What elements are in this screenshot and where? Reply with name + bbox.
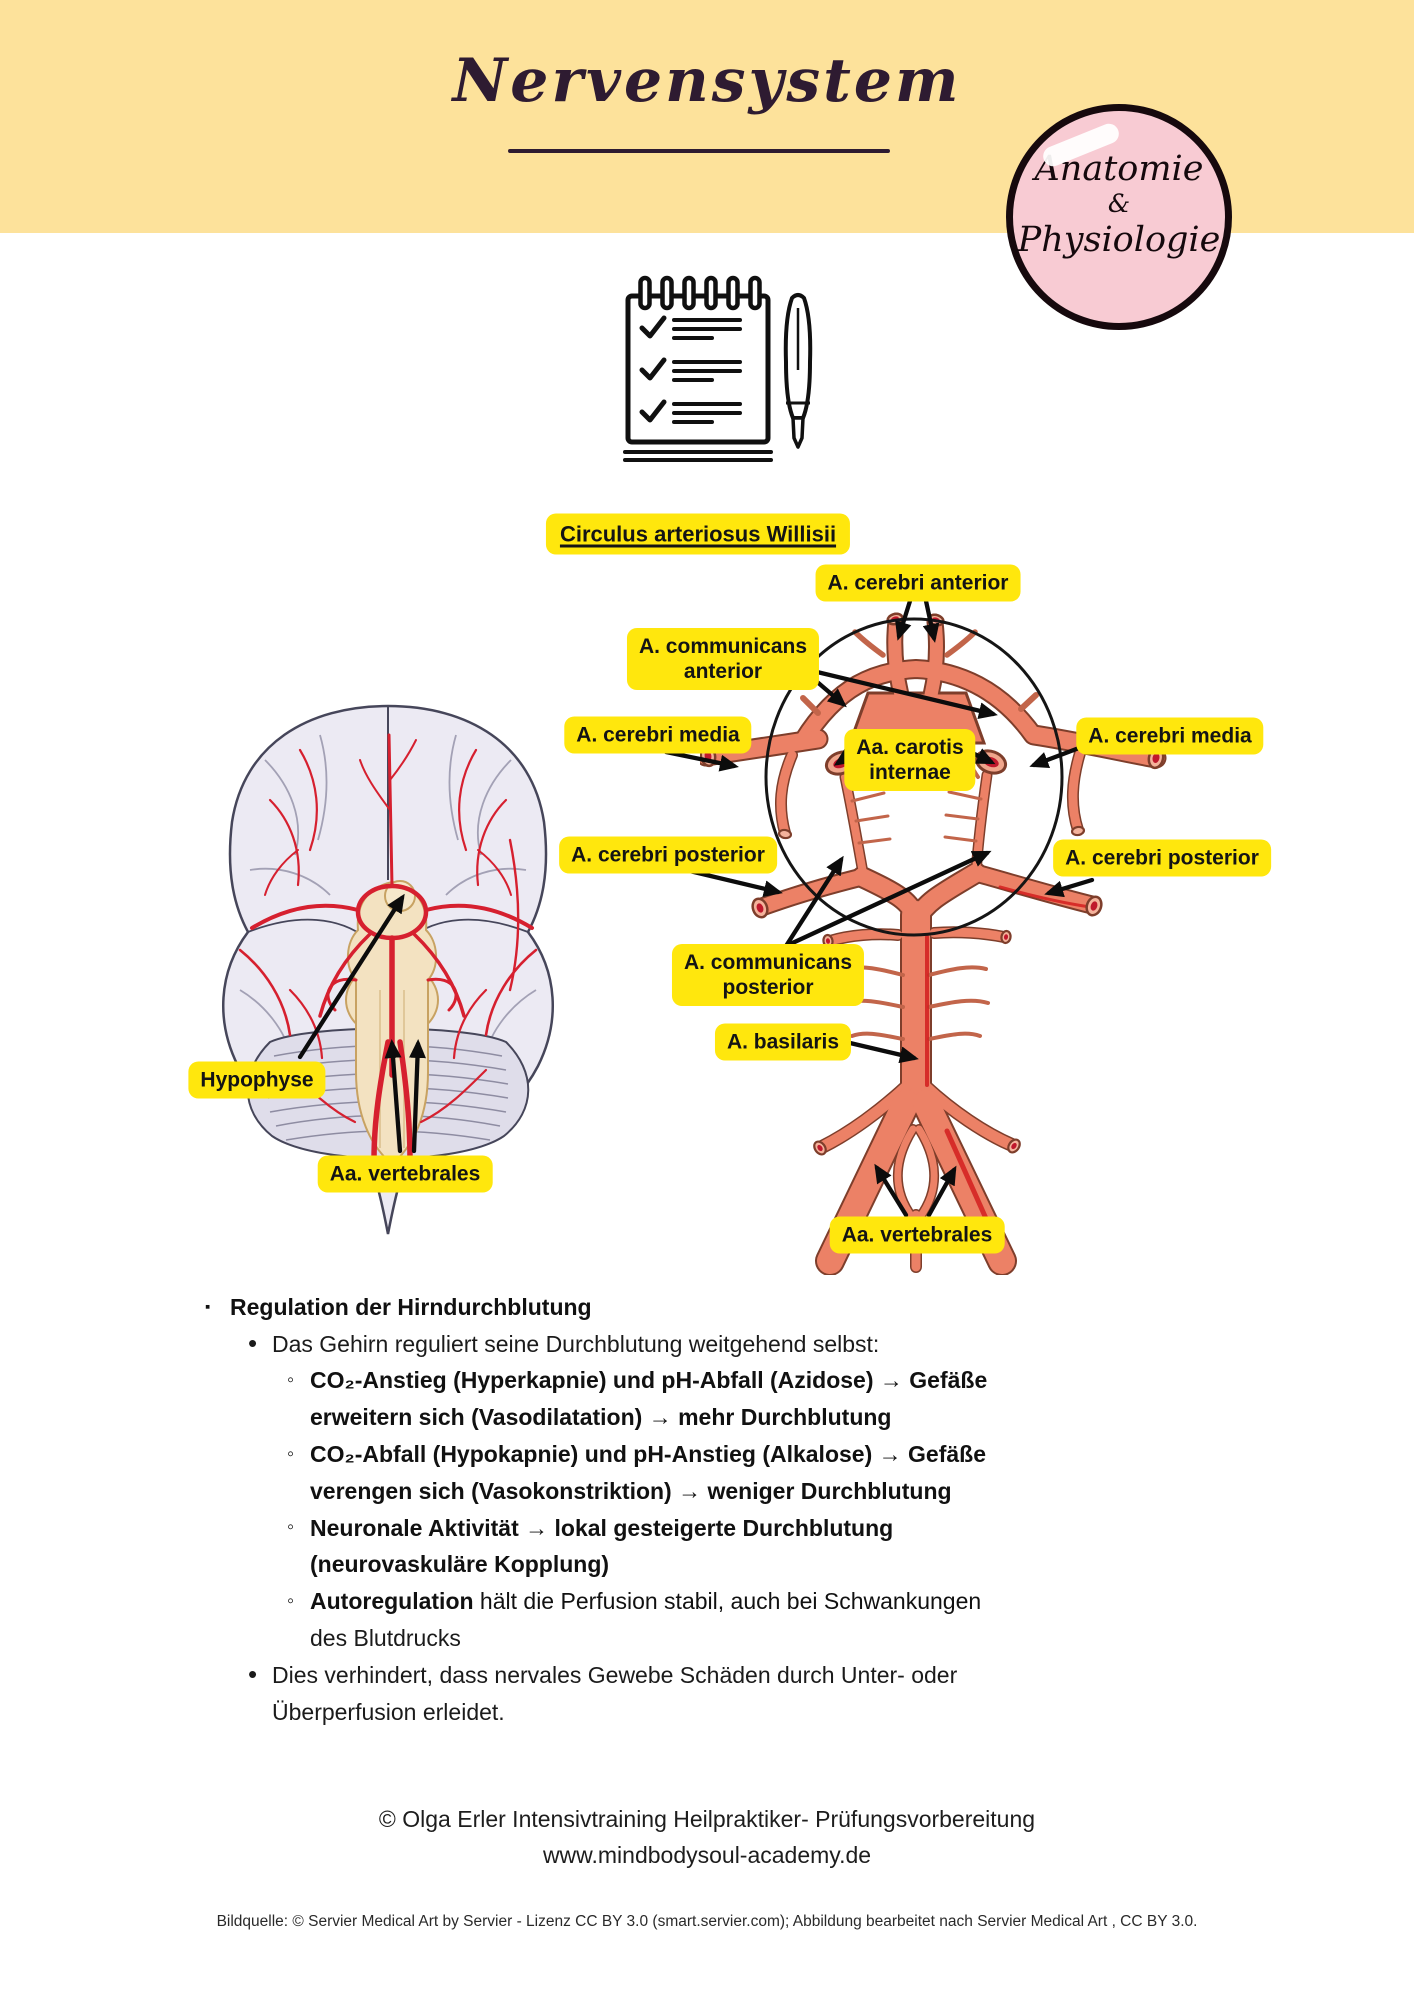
badge-line3: Physiologie <box>1017 220 1221 260</box>
copyright-line: © Olga Erler Intensivtraining Heilpraktiker- Prüfungsvorbereitung <box>378 1806 1036 1832</box>
bullet-point2-line1: ◦ CO₂-Abfall (Hypokapnie) und pH-Anstieg (Alkalose) → Gefäße <box>203 1436 1163 1473</box>
label-a-cerebri-posterior-right: A. cerebri posterior <box>1053 840 1271 877</box>
badge-line2: & <box>1107 189 1131 218</box>
label-aa-vertebrales-left: Aa. vertebrales <box>318 1156 493 1193</box>
body-text <box>203 1289 1163 1731</box>
bullet-point1-line2: erweitern sich (Vasodilatation) → mehr Durchblutung <box>310 1404 892 1431</box>
label-a-cerebri-posterior-left: A. cerebri posterior <box>559 837 777 874</box>
label-a-cerebri-media-left: A. cerebri media <box>564 717 751 754</box>
label-a-cerebri-anterior: A. cerebri anterior <box>816 565 1021 602</box>
label-line: A. communicans <box>683 951 853 974</box>
label-hypophyse: Hypophyse <box>188 1062 325 1099</box>
bullet-outro-line2: Überperfusion erleidet. <box>272 1698 505 1725</box>
bullet-outro-line1: • Dies verhindert, dass nervales Gewebe Schäden durch Unter- oder <box>203 1657 1163 1694</box>
bullet-point4-line1 <box>203 1583 1163 1620</box>
bullet-intro: • Das Gehirn reguliert seine Durchblutung weitgehend selbst: <box>203 1326 1163 1363</box>
label-a-communicans-posterior <box>672 944 864 1006</box>
label-line: anterior <box>683 660 763 683</box>
label-line: posterior <box>722 976 814 999</box>
bullet-point2-line2: verengen sich (Vasokonstriktion) → weniger Durchblutung <box>310 1477 952 1504</box>
plain-text: hält die Perfusion stabil, auch bei Schwankungen <box>473 1588 982 1615</box>
badge-line1: Anatomie <box>1034 149 1204 189</box>
carotis-interna-right-lumen <box>973 747 1008 777</box>
bullet-point3-line2: (neurovaskuläre Kopplung) <box>310 1551 610 1578</box>
bullet-point1-line1: ◦ CO₂-Anstieg (Hyperkapnie) und pH-Abfall (Azidose) → Gefäße <box>203 1363 1163 1400</box>
label-a-cerebri-media-right: A. cerebri media <box>1076 718 1263 755</box>
bold-term: Autoregulation <box>310 1588 474 1615</box>
title-underline <box>508 149 890 153</box>
notepad-checklist-icon <box>600 270 830 485</box>
diagram-heading: Circulus arteriosus Willisii <box>546 514 850 555</box>
fountain-pen-icon <box>786 295 811 447</box>
label-aa-carotis-internae <box>844 729 975 791</box>
label-line: A. communicans <box>638 635 808 658</box>
label-a-communicans-anterior <box>627 628 819 690</box>
bullet-point4-line2: des Blutdrucks <box>310 1625 461 1652</box>
website-line: www.mindbodysoul-academy.de <box>542 1842 872 1868</box>
label-aa-vertebrales-bottom: Aa. vertebrales <box>830 1217 1005 1254</box>
bullet-point3-line1: ◦ Neuronale Aktivität → lokal gesteigerte Durchblutung <box>203 1510 1163 1547</box>
label-line: internae <box>869 761 951 784</box>
page-title: Nervensystem <box>452 46 962 116</box>
image-source-line: Bildquelle: © Servier Medical Art by Servier - Lizenz CC BY 3.0 (smart.servier.com); Abbildung bearbeitet nach Servier Medical Art , CC BY 3.0. <box>216 1913 1198 1930</box>
label-line: Aa. carotis <box>856 736 964 759</box>
section-heading: ▪ Regulation der Hirndurchblutung <box>203 1289 1163 1326</box>
anatomie-physiologie-badge <box>1006 104 1232 330</box>
copyright-block <box>0 1806 1414 1878</box>
label-a-basilaris: A. basilaris <box>715 1024 851 1061</box>
